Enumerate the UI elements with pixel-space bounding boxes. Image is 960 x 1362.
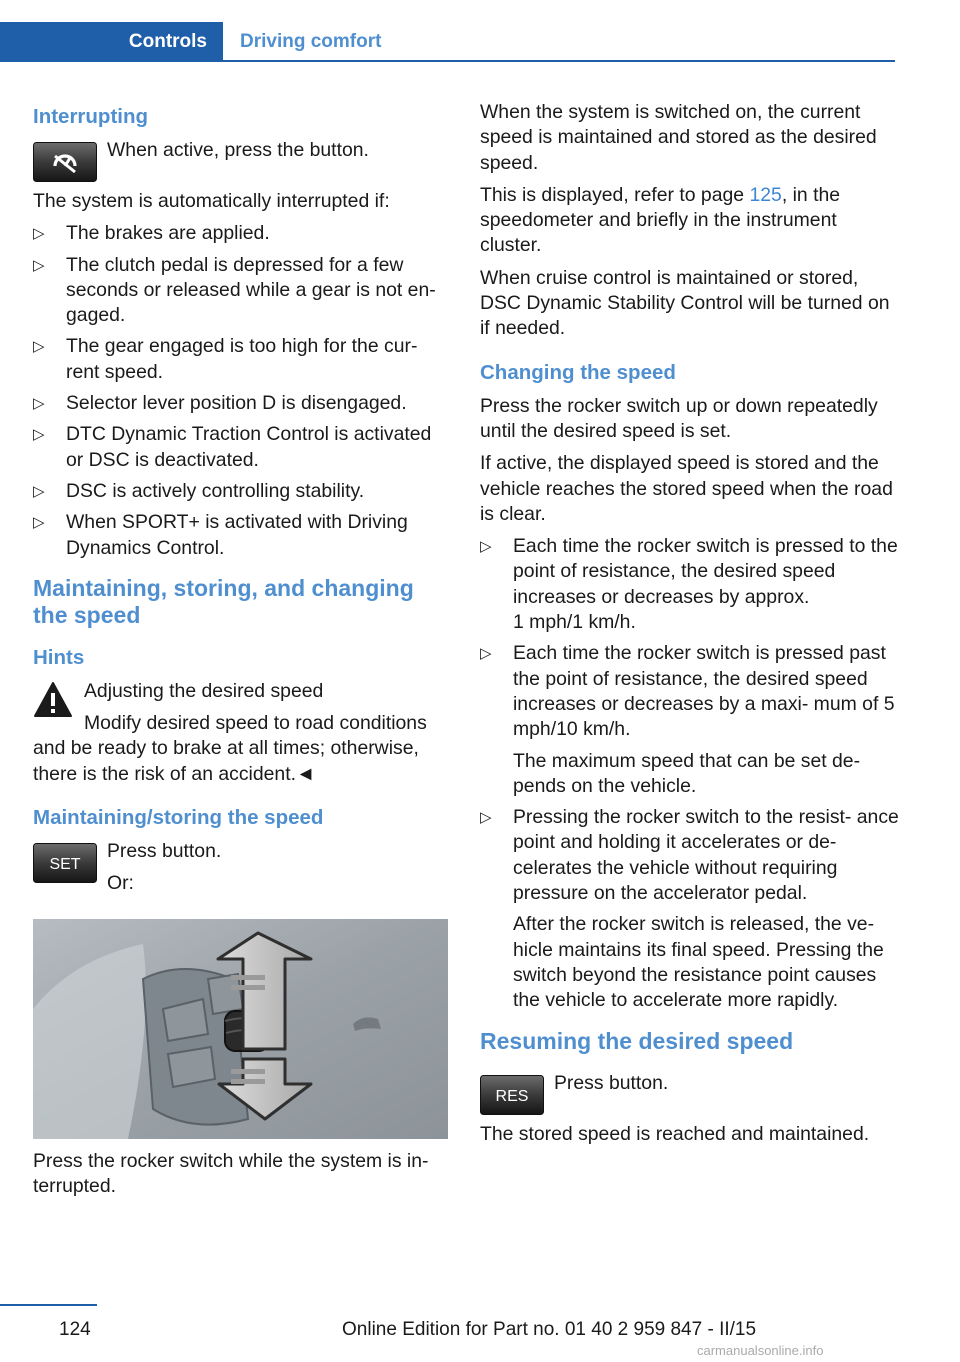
bullet-triangle-icon: ▷: [33, 395, 45, 413]
list-item-text: 1 mph/1 km/h.: [513, 611, 636, 634]
list-item-subtext: After the rocker switch is released, the ve‐ hicle maintains its final speed. Pressing the switch beyond the resistance point causes the vehicle to accelerate more rapidly.: [513, 913, 884, 1012]
list-item: [33, 253, 448, 329]
resuming-heading: Resuming the desired speed: [480, 1027, 794, 1054]
list-item: [33, 422, 448, 473]
bullet-triangle-icon: ▷: [33, 256, 45, 274]
intro-paragraph-1: When the system is switched on, the current speed is maintained and stored as the desired speed.: [480, 101, 877, 174]
changing-paragraph-1: Press the rocker switch up or down repeatedly until the desired speed is set.: [480, 394, 878, 442]
header-subsection-tab[interactable]: [223, 22, 895, 62]
auto-interrupt-list: [33, 221, 448, 561]
set-button-label: SET: [49, 856, 81, 874]
warning-title: Adjusting the desired speed: [84, 679, 324, 702]
left-column: [33, 100, 448, 1206]
header-rule: [223, 60, 895, 62]
bullet-triangle-icon: ▷: [33, 338, 45, 356]
bullet-triangle-icon: ▷: [480, 538, 492, 556]
bullet-triangle-icon: ▷: [33, 225, 45, 243]
edition-text: Online Edition for Part no. 01 40 2 959 847 - II/15: [342, 1319, 757, 1340]
list-item-subtext: The maximum speed that can be set de‐ pends on the vehicle.: [513, 749, 861, 797]
maintaining-heading: Maintaining, storing, and changing the speed: [33, 574, 414, 628]
set-button-row: [33, 839, 448, 897]
footer-rule: [0, 1304, 97, 1306]
set-or: Or:: [107, 872, 134, 895]
rocker-switch-text: Press the rocker switch while the system is in‐ terrupted.: [33, 1149, 429, 1197]
warning-text: Modify desired speed to road conditions and be ready to brake at all times; otherwise, there is the risk of an accident.◄: [33, 712, 427, 785]
changing-paragraph-2: If active, the displayed speed is stored and the vehicle reaches the stored speed when the road is clear.: [480, 452, 893, 525]
list-item-text: Each time the rocker switch is pressed past the point of resistance, the desired speed increases or decreases by a maxi‐ mum of 5 mph/10 km/h.: [513, 642, 895, 741]
set-press-button: Press button.: [107, 840, 222, 863]
bullet-triangle-icon: ▷: [33, 482, 45, 500]
warning-triangle-icon: [33, 681, 73, 719]
changing-list: [480, 534, 900, 1013]
cruise-interrupt-button-icon: [33, 142, 97, 182]
res-button-row: [480, 1071, 900, 1115]
bullet-triangle-icon: ▷: [33, 426, 45, 444]
hints-heading: Hints: [33, 645, 85, 669]
list-item: [480, 805, 900, 1013]
list-item-text: When SPORT+ is activated with Driving Dynamics Control.: [66, 511, 408, 559]
list-item: [33, 391, 448, 416]
list-item-text: DTC Dynamic Traction Control is activated or DSC is deactivated.: [66, 423, 432, 471]
interrupting-heading: Interrupting: [33, 105, 149, 128]
bullet-triangle-icon: ▷: [480, 645, 492, 663]
list-item: [480, 534, 900, 635]
list-item-text: The gear engaged is too high for the cur‐ rent speed.: [66, 335, 418, 383]
list-item-text: Selector lever position D is disengaged.: [66, 392, 407, 415]
list-item: [33, 334, 448, 385]
watermark: carmanualsonline.info: [697, 1343, 824, 1358]
auto-interrupt-intro: The system is automatically interrupted if:: [33, 190, 390, 212]
set-button-icon: [33, 843, 97, 883]
list-item: [33, 479, 448, 504]
right-column: [480, 100, 900, 1154]
interrupt-instruction: When active, press the button.: [107, 139, 369, 161]
steering-wheel-rocker-switch-photo: [33, 919, 448, 1139]
changing-speed-heading: Changing the speed: [480, 360, 676, 384]
list-item-text: Each time the rocker switch is pressed to the point of resistance, the desired speed increases or decreases by approx.: [513, 535, 898, 608]
storing-heading: Maintaining/storing the speed: [33, 806, 324, 830]
page-number: 124: [59, 1319, 91, 1340]
res-button-label: RES: [495, 1087, 529, 1105]
page-link[interactable]: 125: [749, 183, 782, 206]
list-item: [480, 641, 900, 799]
intro-paragraph-3: When cruise control is maintained or stored, DSC Dynamic Stability Control will be turned on if needed.: [480, 266, 890, 340]
bullet-triangle-icon: ▷: [480, 809, 492, 827]
intro-paragraph-2: This is displayed, refer to page 125, in the speedometer and briefly in the instrument cluster.: [480, 183, 841, 257]
list-item-text: DSC is actively controlling stability.: [66, 479, 365, 502]
header-section-label: Controls: [128, 31, 207, 52]
list-item-text: The clutch pedal is depressed for a few seconds or released while a gear is not en‐ gaged.: [66, 253, 436, 327]
res-press-button: Press button.: [554, 1071, 669, 1094]
list-item: [33, 221, 448, 246]
list-item: [33, 510, 448, 561]
list-item-text: The brakes are applied.: [66, 222, 270, 245]
bullet-triangle-icon: ▷: [33, 514, 45, 532]
stored-speed-text: The stored speed is reached and maintained.: [480, 1122, 870, 1145]
header-subsection-label: Driving comfort: [240, 31, 382, 52]
list-item-text: Pressing the rocker switch to the resist‐ ance point and holding it accelerates or de‐ celerates the vehicle without requiring pressure on the accelerator pedal.: [513, 806, 899, 905]
interrupt-button-row: [33, 138, 448, 182]
header-section-tab[interactable]: [0, 22, 223, 62]
warning-block: [33, 679, 448, 787]
page-header: [0, 22, 895, 62]
res-button-icon: [480, 1075, 544, 1115]
